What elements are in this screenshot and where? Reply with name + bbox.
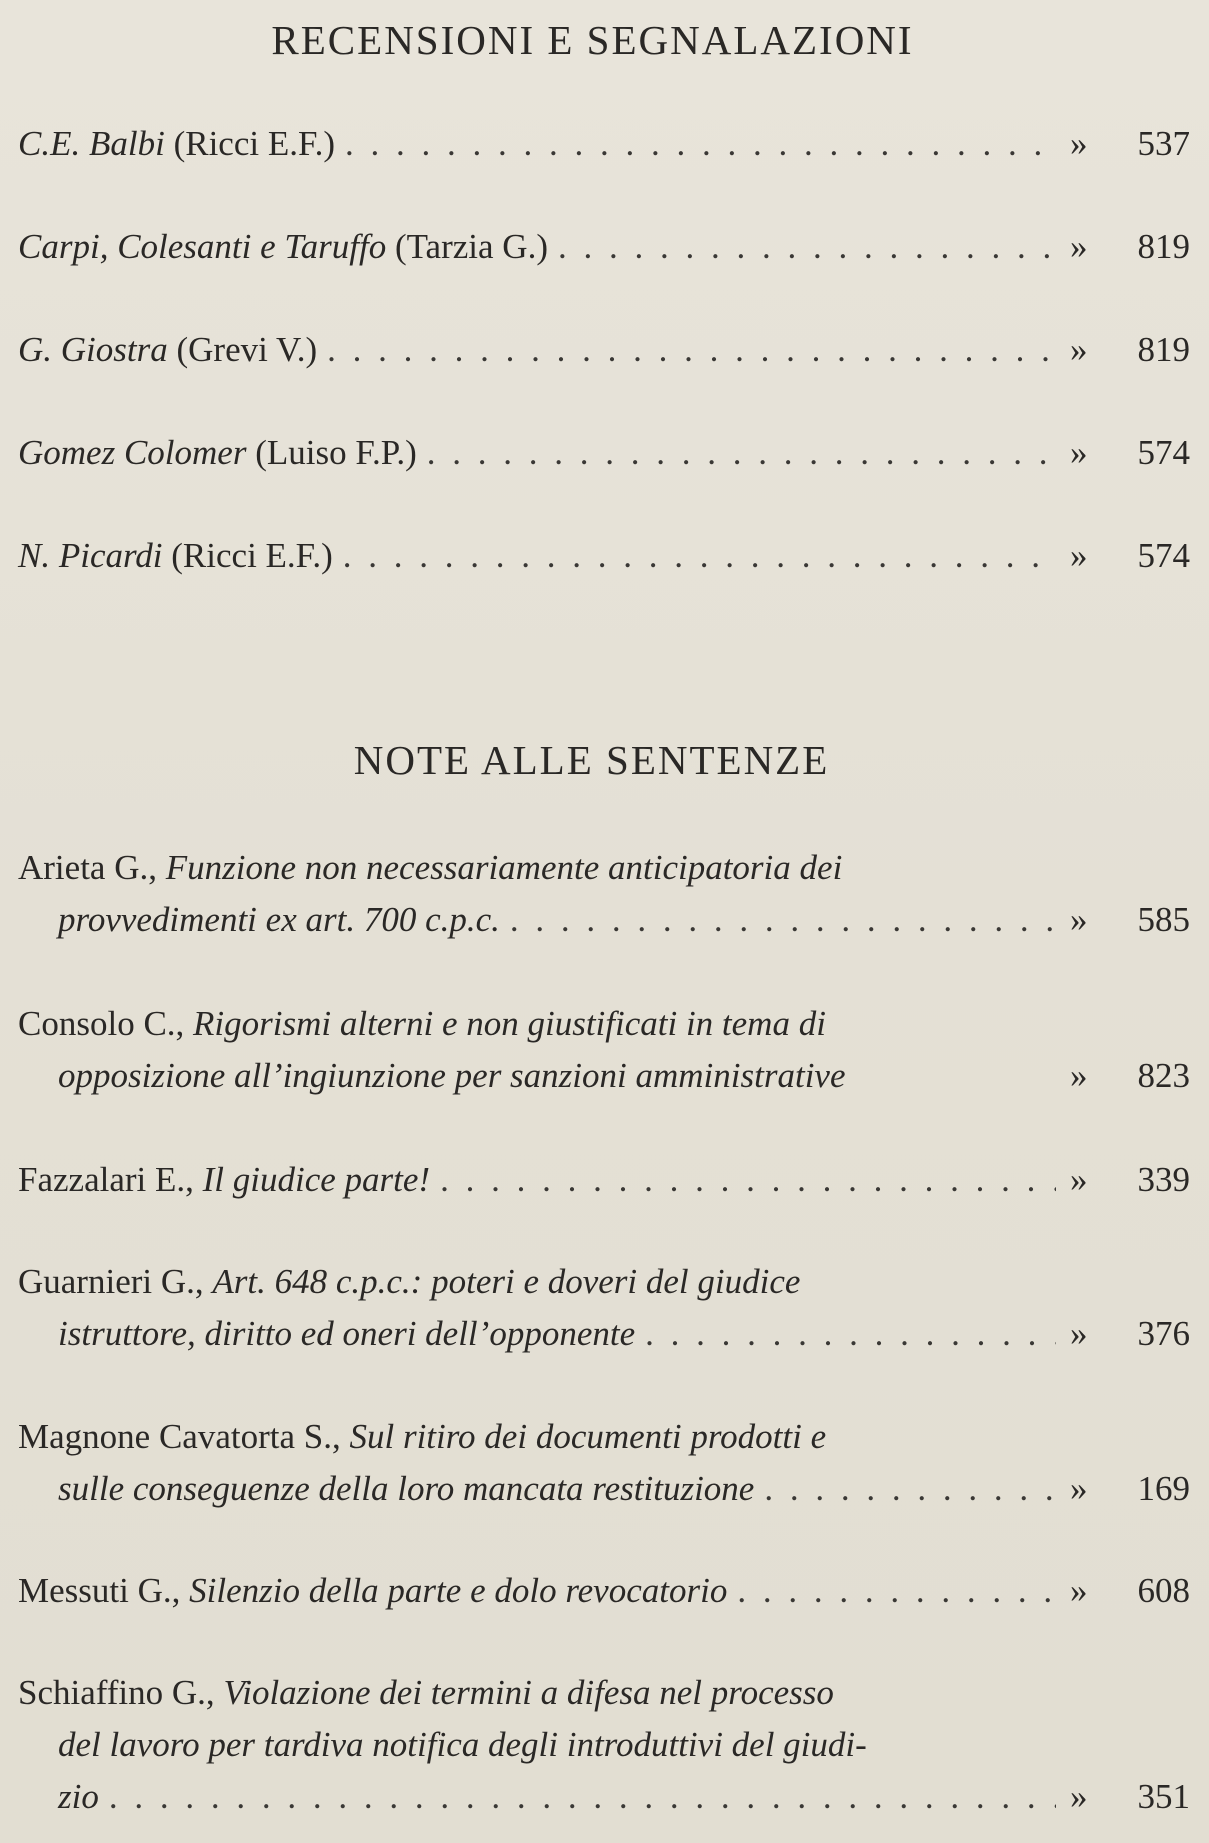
note-title-line: Il giudice parte! (202, 1160, 431, 1199)
dot-leader (345, 118, 1056, 170)
page-number: 819 (1137, 227, 1190, 266)
page-number: 608 (1137, 1571, 1190, 1610)
note-title-line: Rigorismi alterni e non giustificati in tema di (193, 1004, 826, 1043)
ditto-mark: » (1070, 227, 1088, 266)
review-entry (18, 221, 1190, 273)
note-entry (18, 1565, 1190, 1617)
note-entry (18, 998, 1190, 1102)
ditto-mark: » (1070, 900, 1088, 939)
review-entry (18, 324, 1190, 376)
review-entry (18, 530, 1190, 582)
reviewer-name: (Luiso F.P.) (255, 433, 417, 472)
reviewed-author: C.E. Balbi (18, 124, 165, 163)
reviewer-name: (Grevi V.) (176, 330, 318, 369)
note-author: Fazzalari E., (18, 1160, 194, 1199)
note-title-line: Silenzio della parte e dolo revocatorio (189, 1571, 728, 1610)
section-heading-note: NOTE ALLE SENTENZE (353, 737, 830, 783)
ditto-mark: » (1070, 1469, 1088, 1508)
review-entry (18, 118, 1190, 170)
dot-leader (764, 1463, 1056, 1515)
dot-leader (440, 1154, 1056, 1206)
dot-leader (737, 1565, 1056, 1617)
note-entry (18, 1411, 1190, 1515)
ditto-mark: » (1070, 1571, 1088, 1610)
dot-leader (427, 427, 1056, 479)
page-number: 819 (1137, 330, 1190, 369)
reviewer-name: (Tarzia G.) (394, 227, 548, 266)
page-number: 376 (1137, 1314, 1190, 1353)
ditto-mark: » (1070, 124, 1088, 163)
page-number: 574 (1137, 536, 1190, 575)
page-number: 339 (1137, 1160, 1190, 1199)
note-title-line: Sul ritiro dei documenti prodotti e (349, 1417, 827, 1456)
ditto-mark: » (1070, 1056, 1088, 1095)
reviewed-author: Gomez Colomer (18, 433, 247, 472)
reviewed-author: Carpi, Colesanti e Taruffo (18, 227, 387, 266)
note-author: Consolo C., (18, 1004, 185, 1043)
note-author: Messuti G., (18, 1571, 181, 1610)
note-author: Guarnieri G., (18, 1262, 204, 1301)
page-number: 537 (1137, 124, 1190, 163)
note-author: Arieta G., (18, 848, 157, 887)
dot-leader (327, 324, 1056, 376)
ditto-mark: » (1070, 1160, 1088, 1199)
reviewed-author: N. Picardi (18, 536, 163, 575)
reviewer-name: (Ricci E.F.) (171, 536, 333, 575)
dot-leader (558, 221, 1056, 273)
dot-leader (510, 894, 1056, 946)
page-number: 823 (1137, 1056, 1190, 1095)
reviewed-author: G. Giostra (18, 330, 168, 369)
ditto-mark: » (1070, 536, 1088, 575)
dot-leader (343, 530, 1056, 582)
page-number: 351 (1137, 1777, 1190, 1816)
note-entry (18, 1154, 1190, 1206)
note-title-line: istruttore, diritto ed oneri dell’opponente (58, 1314, 636, 1353)
note-title-line: Funzione non necessariamente anticipatoria dei (165, 848, 843, 887)
ditto-mark: » (1070, 433, 1088, 472)
note-entry (18, 842, 1190, 946)
note-title-line: provvedimenti ex art. 700 c.p.c. (58, 900, 500, 939)
note-title-line: del lavoro per tardiva notifica degli introduttivi del giudi- (58, 1725, 867, 1764)
page-number: 574 (1137, 433, 1190, 472)
note-title-line: opposizione all’ingiunzione per sanzioni amministrative (58, 1056, 846, 1095)
ditto-mark: » (1070, 1777, 1088, 1816)
note-title-line: Violazione dei termini a difesa nel processo (223, 1673, 834, 1712)
page-number: 169 (1137, 1469, 1190, 1508)
note-author: Schiaffino G., (18, 1673, 215, 1712)
section-heading-recensioni: RECENSIONI E SEGNALAZIONI (271, 17, 914, 63)
note-title-line: zio (58, 1777, 99, 1816)
note-title-line: Art. 648 c.p.c.: poteri e doveri del giudice (212, 1262, 801, 1301)
ditto-mark: » (1070, 1314, 1088, 1353)
note-author: Magnone Cavatorta S., (18, 1417, 341, 1456)
note-entry (18, 1256, 1190, 1360)
note-entry (18, 1667, 1190, 1823)
page-number: 585 (1137, 900, 1190, 939)
note-title-line: sulle conseguenze della loro mancata restituzione (58, 1469, 755, 1508)
review-entry (18, 427, 1190, 479)
ditto-mark: » (1070, 330, 1088, 369)
dot-leader (645, 1308, 1056, 1360)
reviewer-name: (Ricci E.F.) (173, 124, 336, 163)
dot-leader (109, 1771, 1056, 1823)
